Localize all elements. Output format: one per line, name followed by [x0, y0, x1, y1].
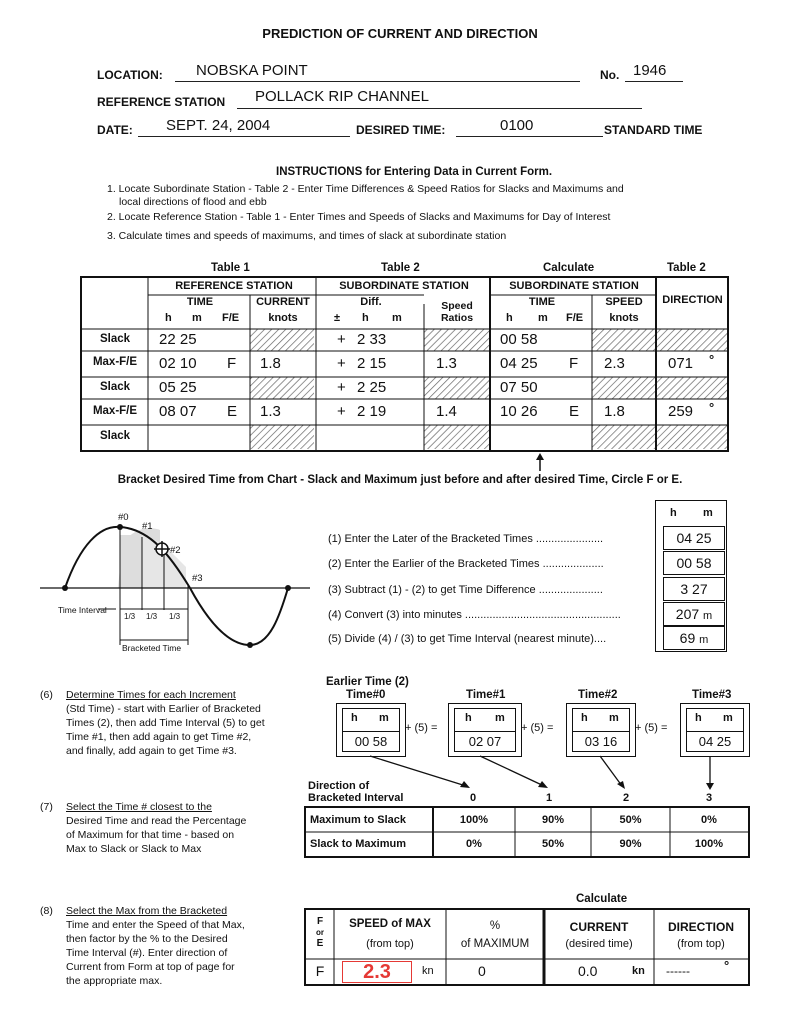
time1-h: h — [465, 712, 472, 724]
desired-time-label: DESIRED TIME: — [356, 123, 446, 137]
desired-time-value[interactable]: 0100 — [500, 117, 534, 134]
ref-fe-cell[interactable]: F — [227, 355, 237, 372]
step-1-value-text: 04 25 — [676, 530, 712, 546]
col-1-header: 1 — [546, 792, 553, 804]
sub-time-cell[interactable]: 00 58 — [500, 331, 538, 348]
degree-symbol: ° — [724, 958, 730, 973]
step-7-number: (7) — [40, 801, 53, 813]
sub-speed-cell[interactable]: 1.8 — [604, 403, 625, 420]
time0-box — [336, 703, 406, 757]
speed-unit: kn — [422, 965, 434, 977]
final-table — [304, 908, 750, 986]
diff-cell[interactable]: 2 15 — [357, 355, 387, 372]
third-label: 1/3 — [169, 612, 181, 621]
step-7-line: of Maximum for that time - based on — [66, 829, 235, 841]
sign-cell[interactable]: + — [337, 379, 346, 396]
pct-cell[interactable]: 90% — [619, 838, 642, 850]
pct-cell[interactable]: 0% — [466, 838, 482, 850]
current-header: CURRENT — [569, 920, 629, 934]
time2-inner[interactable] — [572, 708, 630, 752]
marker-1-label: #1 — [142, 521, 153, 532]
degree-symbol: ° — [709, 400, 715, 415]
sub-fe-cell[interactable]: E — [569, 403, 580, 420]
step-2-text: (2) Enter the Earlier of the Bracketed Times .................... — [328, 558, 604, 570]
pct-cell[interactable]: 50% — [619, 814, 642, 826]
row-label: Slack — [99, 430, 131, 442]
max-to-slack-label: Maximum to Slack — [310, 814, 406, 826]
time3-label: Time#3 — [692, 689, 732, 701]
ref-current-header: CURRENT — [256, 296, 310, 308]
unit-sub-h: h — [506, 312, 513, 324]
step-7-line: Max to Slack or Slack to Max — [66, 843, 202, 855]
time1-value: 02 07 — [455, 731, 515, 749]
ref-time-cell[interactable]: 05 25 — [159, 379, 197, 396]
slack-to-max-label: Slack to Maximum — [310, 838, 406, 850]
desired-underline — [456, 135, 603, 137]
fe-value[interactable]: F — [315, 963, 325, 979]
step-1-text: (1) Enter the Later of the Bracketed Times ...................... — [328, 533, 604, 545]
third-label: 1/3 — [146, 612, 158, 621]
diff-cell[interactable]: 2 19 — [357, 403, 387, 420]
current-value[interactable]: 0.0 — [578, 963, 598, 979]
time1-box — [448, 703, 522, 757]
step-8-line: Time and enter the Speed of that Max, — [66, 919, 245, 931]
date-value[interactable]: SEPT. 24, 2004 — [166, 117, 271, 134]
sub-time-cell[interactable]: 04 25 — [500, 355, 538, 372]
table2-direction-label: Table 2 — [667, 262, 706, 274]
fe-header-e: E — [316, 938, 324, 949]
row-label: Max-F/E — [92, 405, 138, 417]
step-5-text: (5) Divide (4) / (3) to get Time Interval (nearest minute).... — [328, 633, 607, 645]
percentage-table — [304, 806, 750, 858]
unit-diff-m: m — [392, 312, 402, 324]
diff-header: Diff. — [360, 296, 382, 308]
direction-header-final: DIRECTION — [668, 920, 734, 934]
unit-h: h — [165, 312, 172, 324]
fe-header — [306, 916, 334, 949]
ratio-cell[interactable]: 1.3 — [436, 355, 457, 372]
step-8-number: (8) — [40, 905, 53, 917]
current-unit: kn — [632, 965, 645, 977]
instructions-title: INSTRUCTIONS for Entering Data in Current Form. — [276, 166, 553, 178]
sub-speed-header: SPEED — [605, 296, 643, 308]
degree-symbol: ° — [709, 352, 715, 367]
unit-diff-h: h — [362, 312, 369, 324]
fe-header-or: or — [316, 928, 324, 937]
unit-sub-m: m — [538, 312, 548, 324]
row-label: Slack — [99, 333, 131, 345]
sub-station-calc-header: SUBORDINATE STATION — [509, 280, 639, 292]
step-2-value-text: 00 58 — [676, 555, 712, 571]
direction-cell[interactable]: 259 — [668, 403, 694, 420]
step-6-line: and finally, add again to get Time #3. — [66, 745, 237, 757]
step-1-value[interactable] — [663, 526, 725, 550]
speed-ratio-header-2: Ratios — [440, 312, 474, 324]
main-table — [80, 276, 729, 452]
pct-cell[interactable]: 0% — [701, 814, 717, 826]
step-4-unit: m — [703, 610, 713, 622]
step-6-line: Time #1, then add again to get Time #2, — [66, 731, 252, 743]
instruction-1-cont: local directions of flood and ebb — [119, 196, 267, 208]
speed-of-max-value[interactable]: 2.3 — [342, 961, 412, 983]
marker-3-label: #3 — [192, 573, 203, 584]
sign-cell[interactable]: + — [337, 355, 346, 372]
step-2-value[interactable] — [663, 551, 725, 575]
sign-cell[interactable]: + — [337, 331, 346, 348]
speed-of-max-header: SPEED of MAX — [349, 918, 431, 930]
time0-inner[interactable] — [342, 708, 400, 752]
time3-inner[interactable] — [686, 708, 744, 752]
plus-5-operator: + (5) = — [521, 722, 554, 734]
instruction-1: 1. Locate Subordinate Station - Table 2 - Enter Time Differences & Speed Ratios for Slacks and Maximums and — [107, 183, 624, 195]
speed-of-max-sub: (from top) — [366, 938, 414, 950]
time2-box — [566, 703, 636, 757]
number-label: No. — [600, 68, 620, 82]
location-value[interactable]: NOBSKA POINT — [196, 62, 308, 79]
col-0-header: 0 — [470, 792, 477, 804]
ref-knots-cell[interactable]: 1.8 — [260, 355, 281, 372]
unit-fe: F/E — [222, 312, 240, 324]
bracketed-time-label: Bracketed Time — [122, 643, 182, 653]
location-label: LOCATION: — [97, 68, 163, 82]
unit-m: m — [192, 312, 202, 324]
step-5-value-text: 69 — [679, 630, 696, 646]
ref-time-cell[interactable]: 22 25 — [159, 331, 197, 348]
step-8-line: the appropriate max. — [66, 975, 163, 987]
time-interval-label: Time Interval — [58, 605, 107, 615]
steps-h-header: h — [670, 507, 677, 519]
pct-cell[interactable]: 50% — [541, 838, 565, 850]
step-5-value[interactable] — [663, 626, 725, 650]
step-5-unit: m — [699, 634, 709, 646]
unit-pm: ± — [334, 312, 341, 324]
step-4-value[interactable] — [663, 602, 725, 626]
time1-m: m — [495, 712, 505, 724]
pct-cell[interactable]: 100% — [459, 814, 489, 826]
earlier-time-label: Earlier Time (2) — [326, 676, 409, 688]
direction-cell[interactable]: 071 — [668, 355, 694, 372]
ref-knots-cell[interactable]: 1.3 — [260, 403, 281, 420]
direction-value[interactable]: ------ — [666, 964, 690, 978]
ref-station-header: REFERENCE STATION — [175, 280, 293, 292]
time1-inner[interactable] — [454, 708, 516, 752]
step-8-line: Current from Form at top of page for — [66, 961, 235, 973]
time2-value: 03 16 — [573, 731, 629, 749]
direction-header-final-sub: (from top) — [677, 938, 725, 950]
sub-time-header: TIME — [528, 296, 556, 308]
step-7-line: Select the Time # closest to the — [66, 801, 212, 813]
sub-time-cell[interactable]: 10 26 — [500, 403, 538, 420]
direction-of-label: Direction of — [308, 780, 370, 792]
time0-m: m — [379, 712, 389, 724]
time0-h: h — [351, 712, 358, 724]
number-value[interactable]: 1946 — [633, 62, 667, 79]
row-label: Slack — [99, 381, 131, 393]
step-3-value-text: 3 27 — [680, 581, 708, 597]
time3-box — [680, 703, 750, 757]
date-underline — [138, 135, 350, 137]
col-3-header: 3 — [706, 792, 713, 804]
pct-of-max-value[interactable]: 0 — [478, 963, 486, 979]
unit-sub-knots: knots — [609, 312, 639, 324]
time3-value: 04 25 — [687, 731, 743, 749]
time2-h: h — [581, 712, 588, 724]
step-7-line: Desired Time and read the Percentage — [66, 815, 247, 827]
fe-header-f: F — [316, 916, 324, 927]
instruction-3: 3. Calculate times and speeds of maximums, and times of slack at subordinate station — [107, 230, 507, 242]
ref-fe-cell[interactable]: E — [227, 403, 238, 420]
marker-0-label: #0 — [118, 512, 129, 523]
time0-value: 00 58 — [343, 731, 399, 749]
current-header-sub: (desired time) — [565, 938, 633, 950]
step-6-number: (6) — [40, 689, 53, 701]
instruction-2: 2. Locate Reference Station - Table 1 - Enter Times and Speeds of Slacks and Maximums for Day of Interest — [107, 211, 611, 223]
marker-2-label: #2 — [170, 545, 181, 556]
pct-header-sub: of MAXIMUM — [460, 938, 530, 950]
time3-h: h — [695, 712, 702, 724]
date-label: DATE: — [97, 123, 133, 137]
reference-station-label: REFERENCE STATION — [97, 95, 226, 109]
number-underline — [625, 80, 683, 82]
step-6-line: Times (2), then add Time Interval (5) to get — [66, 717, 265, 729]
col-2-header: 2 — [623, 792, 630, 804]
step-6-line: (Std Time) - start with Earlier of Bracketed — [66, 703, 261, 715]
step-6-line: Determine Times for each Increment — [66, 689, 236, 701]
time2-m: m — [609, 712, 619, 724]
sign-cell[interactable]: + — [337, 403, 346, 420]
page-title: PREDICTION OF CURRENT AND DIRECTION — [262, 26, 538, 41]
standard-time-label: STANDARD TIME — [604, 123, 703, 137]
speed-ratio-header: Speed — [441, 300, 473, 312]
pct-cell[interactable]: 90% — [541, 814, 565, 826]
ratio-cell[interactable]: 1.4 — [436, 403, 457, 420]
step-4-value-text: 207 — [675, 606, 700, 622]
unit-knots: knots — [268, 312, 298, 324]
step-4-text: (4) Convert (3) into minutes ................................................... — [328, 609, 621, 621]
sub-fe-cell[interactable]: F — [569, 355, 579, 372]
ref-time-cell[interactable]: 02 10 — [159, 355, 197, 372]
row-label: Max-F/E — [92, 356, 138, 368]
time1-label: Time#1 — [466, 689, 506, 701]
sub-time-cell[interactable]: 07 50 — [500, 379, 538, 396]
time-to-column-arrows — [360, 752, 740, 794]
step-8-line: Select the Max from the Bracketed — [66, 905, 228, 917]
diff-cell[interactable]: 2 33 — [357, 331, 387, 348]
plus-5-operator: + (5) = — [405, 722, 438, 734]
direction-header: DIRECTION — [662, 294, 723, 306]
unit-sub-fe: F/E — [566, 312, 584, 324]
pct-cell[interactable]: 100% — [694, 838, 724, 850]
sub-station-header: SUBORDINATE STATION — [339, 280, 469, 292]
bracketed-interval-label: Bracketed Interval — [308, 792, 404, 804]
location-underline — [175, 80, 580, 82]
reference-underline — [237, 107, 642, 109]
pct-header: % — [489, 920, 501, 932]
sub-speed-cell[interactable]: 2.3 — [604, 355, 625, 372]
bracket-caption: Bracket Desired Time from Chart - Slack and Maximum just before and after desired Time, Circle F or E. — [117, 474, 683, 486]
time0-label: Time#0 — [346, 689, 386, 701]
step-3-value[interactable] — [663, 577, 725, 601]
up-arrow-icon — [532, 452, 548, 472]
plus-5-operator: + (5) = — [635, 722, 668, 734]
ref-time-cell[interactable]: 08 07 — [159, 403, 197, 420]
step-3-text: (3) Subtract (1) - (2) to get Time Difference ..................... — [328, 584, 603, 596]
table1-label: Table 1 — [211, 262, 250, 274]
step-8-line: then factor by the % to the Desired — [66, 933, 228, 945]
ref-time-header: TIME — [186, 296, 214, 308]
reference-station-value[interactable]: POLLACK RIP CHANNEL — [255, 88, 429, 105]
step-8-line: Time Interval (#). Enter direction of — [66, 947, 228, 959]
steps-m-header: m — [703, 507, 713, 519]
time3-m: m — [723, 712, 733, 724]
calculate-label: Calculate — [543, 262, 595, 274]
tide-curve-diagram — [40, 505, 320, 665]
diff-cell[interactable]: 2 25 — [357, 379, 387, 396]
third-label: 1/3 — [124, 612, 136, 621]
table2-label: Table 2 — [381, 262, 420, 274]
calculate-label-2: Calculate — [576, 893, 628, 905]
time2-label: Time#2 — [578, 689, 618, 701]
